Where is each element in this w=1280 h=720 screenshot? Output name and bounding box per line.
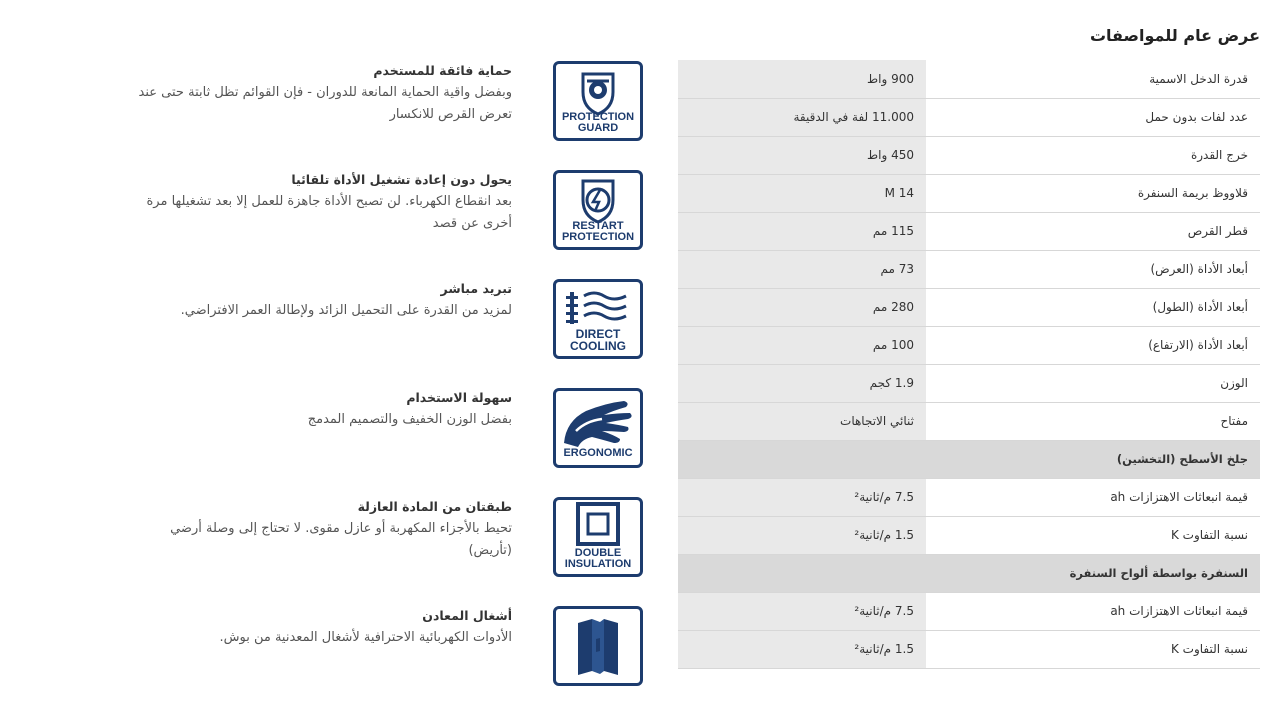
spec-row (678, 326, 1260, 364)
feature-ergonomic (70, 388, 650, 474)
spec-value: ثنائي الاتجاهات (678, 402, 926, 440)
direct-cooling-icon (553, 279, 643, 359)
spec-row (678, 212, 1260, 250)
protection-guard-icon (553, 61, 643, 141)
spec-value: 280 مم (678, 288, 926, 326)
spec-section-title: عرض عام للمواصفات (1089, 26, 1260, 45)
spec-value: 1.5 م/ثانية² (678, 630, 926, 668)
spec-section-label: جلخ الأسطح (التخشين) (926, 440, 1260, 478)
feature-restart-protection (70, 170, 650, 256)
double-insulation-icon (553, 497, 643, 577)
feature-title: سهولة الاستخدام (406, 390, 512, 405)
spec-value: 900 واط (678, 60, 926, 98)
spec-row (678, 136, 1260, 174)
feature-description: بفضل الوزن الخفيف والتصميم المدمج (307, 412, 512, 427)
icon-caption: GUARD (577, 122, 619, 134)
spec-label: نسبة التفاوت K (926, 630, 1260, 668)
icon-caption: RESTART (572, 220, 624, 232)
spec-row (678, 364, 1260, 402)
spec-value: 100 مم (678, 326, 926, 364)
spec-row (678, 98, 1260, 136)
spec-row (678, 174, 1260, 212)
spec-label: نسبة التفاوت K (926, 516, 1260, 554)
spec-label: قدرة الدخل الاسمية (926, 60, 1260, 98)
spec-section-empty (678, 554, 926, 592)
spec-value: 1.5 م/ثانية² (678, 516, 926, 554)
feature-title: تبريد مباشر (440, 281, 512, 296)
spec-value: 115 مم (678, 212, 926, 250)
feature-description: وبفضل واقية الحماية المانعة للدوران - فإن القوائم تظل ثابتة حتى عند تعرض القرص للانكسار (138, 85, 512, 122)
feature-protection-guard (70, 61, 650, 147)
feature-title: حماية فائقة للمستخدم (373, 63, 512, 78)
icon-caption: INSULATION (564, 558, 632, 570)
spec-value: 73 مم (678, 250, 926, 288)
spec-label: أبعاد الأداة (العرض) (926, 250, 1260, 288)
spec-row (678, 288, 1260, 326)
icon-caption: COOLING (570, 339, 626, 353)
spec-row (678, 402, 1260, 440)
spec-label: قيمة انبعاثات الاهتزازات ah (926, 478, 1260, 516)
feature-title: يحول دون إعادة تشغيل الأداة تلقائيا (291, 172, 512, 187)
spec-label: خرج القدرة (926, 136, 1260, 174)
icon-caption: DIRECT (575, 327, 621, 341)
spec-row (678, 516, 1260, 554)
spec-label: الوزن (926, 364, 1260, 402)
spec-label: أبعاد الأداة (الطول) (926, 288, 1260, 326)
icon-caption: PROTECTION (561, 231, 635, 243)
feature-description: الأدوات الكهربائية الاحترافية لأشغال المعدنية من بوش. (219, 630, 512, 645)
spec-label: قلاووظ بريمة السنفرة (926, 174, 1260, 212)
spec-row (678, 250, 1260, 288)
spec-section-header (678, 440, 1260, 478)
spec-label: أبعاد الأداة (الارتفاع) (926, 326, 1260, 364)
spec-row (678, 60, 1260, 98)
spec-value: 7.5 م/ثانية² (678, 592, 926, 630)
spec-label: قيمة انبعاثات الاهتزازات ah (926, 592, 1260, 630)
spec-row (678, 630, 1260, 668)
spec-value: 450 واط (678, 136, 926, 174)
spec-value: 7.5 م/ثانية² (678, 478, 926, 516)
feature-description: لمزيد من القدرة على التحميل الزائد ولإطالة العمر الافتراضي. (180, 303, 512, 318)
feature-title: أشغال المعادن (422, 608, 512, 623)
feature-direct-cooling (70, 279, 650, 365)
spec-value: 11.000 لفة في الدقيقة (678, 98, 926, 136)
feature-description: بعد انقطاع الكهرباء. لن تصبح الأداة جاهزة للعمل إلا بعد تشغيلها مرة أخرى عن قصد (146, 194, 512, 231)
spec-value: 1.9 كجم (678, 364, 926, 402)
spec-section-header (678, 554, 1260, 592)
restart-protection-icon (553, 170, 643, 250)
ergonomic-icon (553, 388, 643, 468)
spec-label: قطر القرص (926, 212, 1260, 250)
icon-caption: DOUBLE (574, 547, 622, 559)
spec-section-empty (678, 440, 926, 478)
spec-row (678, 592, 1260, 630)
feature-metal-working (70, 606, 650, 692)
spec-label: مفتاح (926, 402, 1260, 440)
feature-double-insulation (70, 497, 650, 583)
spec-value: M 14 (678, 174, 926, 212)
icon-caption: PROTECTION (561, 111, 635, 123)
metal-working-icon (553, 606, 643, 686)
feature-title: طبقتان من المادة العازلة (357, 499, 512, 514)
spec-table (678, 60, 1260, 669)
icon-caption: ERGONOMIC (563, 447, 633, 459)
spec-section-label: السنفرة بواسطة ألواح السنفرة (926, 554, 1260, 592)
spec-row (678, 478, 1260, 516)
feature-description: تحيط بالأجزاء المكهربة أو عازل مقوى. لا تحتاج إلى وصلة أرضي (تأريض) (170, 521, 512, 558)
spec-label: عدد لفات بدون حمل (926, 98, 1260, 136)
